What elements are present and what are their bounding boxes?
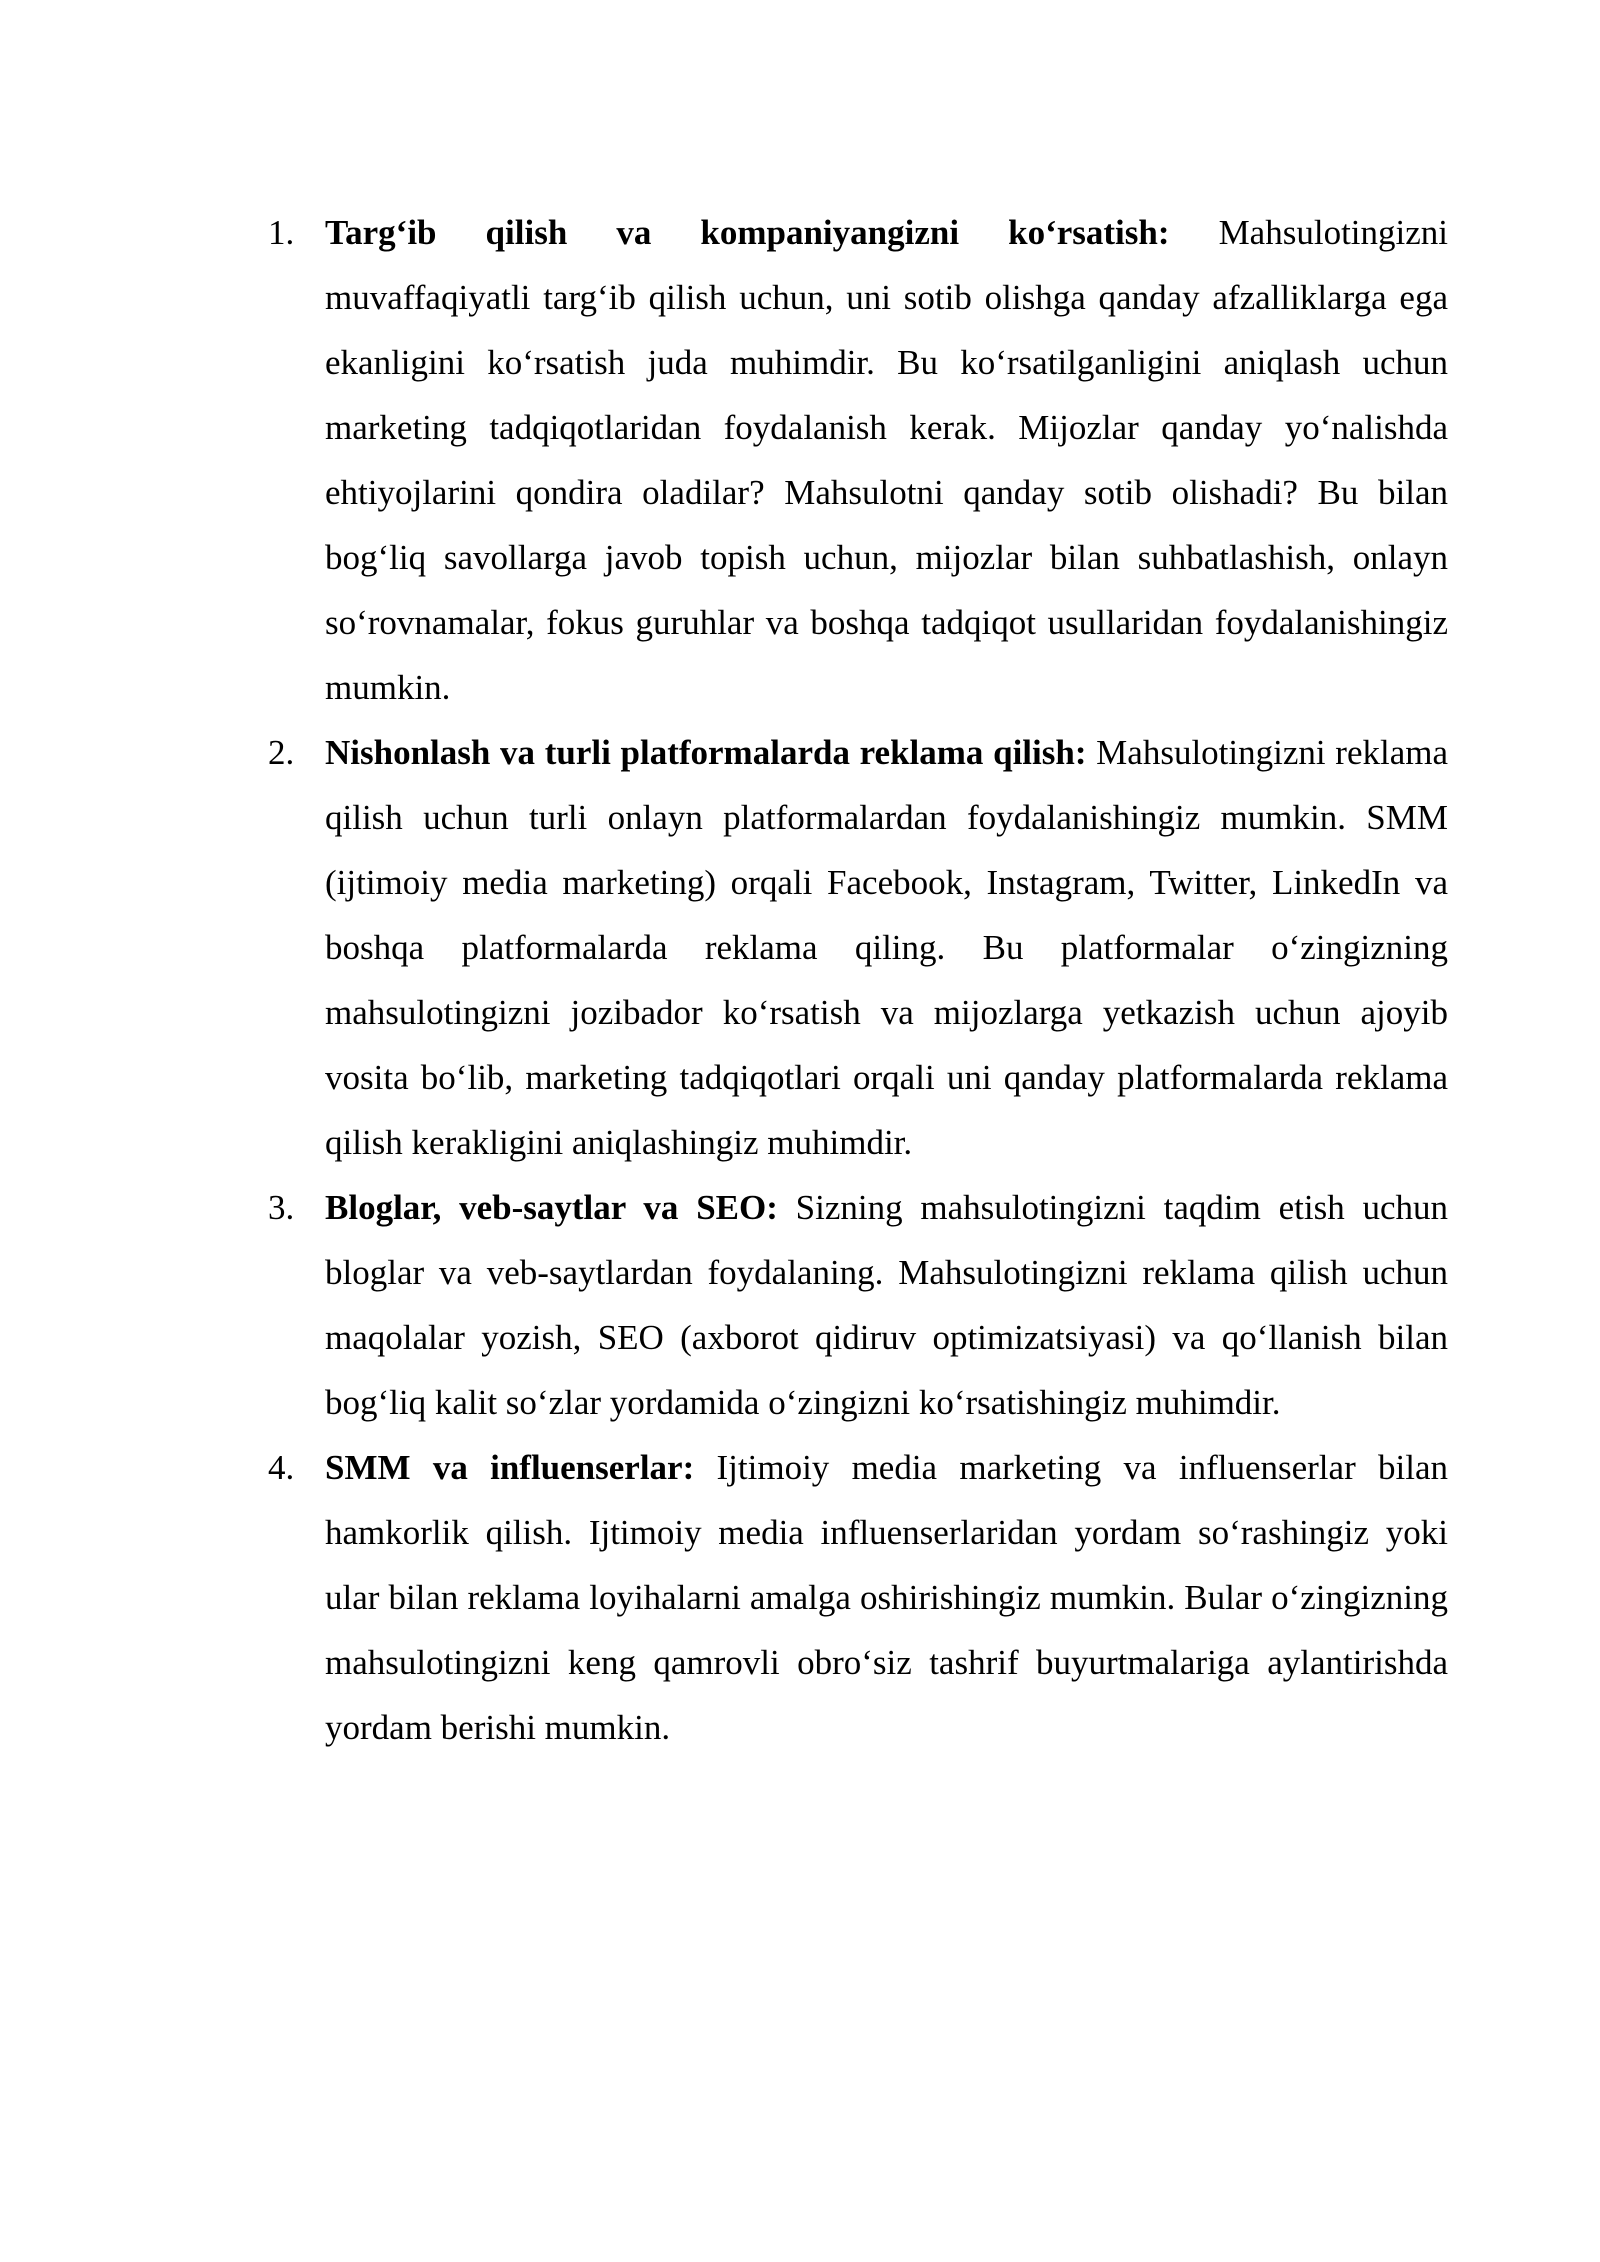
list-item — [268, 1435, 1448, 1760]
item-heading: SMM va influenserlar: — [325, 1448, 717, 1487]
item-heading: Nishonlash va turli platformalarda reklama qilish: — [325, 733, 1097, 772]
list-item — [268, 200, 1448, 720]
list-number: 2. — [268, 733, 295, 772]
item-body: Sizning mahsulotingizni taqdim etish uchun bloglar va veb-saytlardan foydalaning. Mahsulotingizni reklama qilish uchun maqolalar yozish, SEO (axborot qidiruv optimizatsiyasi) va qo‘llanish bilan bog‘liq kalit so‘zlar yordamida o‘zingizni ko‘rsatishingiz muhimdir. — [325, 1188, 1448, 1422]
list-item — [268, 720, 1448, 1175]
item-heading: Bloglar, veb-saytlar va SEO: — [325, 1188, 796, 1227]
list-number: 1. — [268, 213, 295, 252]
item-body: Mahsulotingizni reklama qilish uchun turli onlayn platformalardan foydalanishingiz mumkin. SMM (ijtimoiy media marketing) orqali Facebook, Instagram, Twitter, LinkedIn va boshqa platformalarda reklama qiling. Bu platformalar o‘zingizning mahsulotingizni jozibador ko‘rsatish va mijozlarga yetkazish uchun ajoyib vosita bo‘lib, marketing tadqiqotlari orqali uni qanday platformalarda reklama qilish kerakligini aniqlashingiz muhimdir. — [325, 733, 1448, 1162]
list-item — [268, 1175, 1448, 1435]
item-body: Ijtimoiy media marketing va influenserlar bilan hamkorlik qilish. Ijtimoiy media influenserlaridan yordam so‘rashingiz yoki ular bilan reklama loyihalarni amalga oshirishingiz mumkin. Bular o‘zingizning mahsulotingizni keng qamrovli obro‘siz tashrif buyurtmalariga aylantirishda yordam berishi mumkin. — [325, 1448, 1448, 1747]
item-body: Mahsulotingizni muvaffaqiyatli targ‘ib qilish uchun, uni sotib olishga qanday afzalliklarga ega ekanligini ko‘rsatish juda muhimdir. Bu ko‘rsatilganligini aniqlash uchun marketing tadqiqotlaridan foydalanish kerak. Mijozlar qanday yo‘nalishda ehtiyojlarini qondira oladilar? Mahsulotni qanday sotib olishadi? Bu bilan bog‘liq savollarga javob topish uchun, mijozlar bilan suhbatlashish, onlayn so‘rovnamalar, fokus guruhlar va boshqa tadqiqot usullaridan foydalanishingiz mumkin. — [325, 213, 1448, 707]
list-number: 4. — [268, 1448, 295, 1487]
list-number: 3. — [268, 1188, 295, 1227]
item-heading: Targ‘ib qilish va kompaniyangizni ko‘rsatish: — [325, 213, 1219, 252]
numbered-list — [268, 200, 1448, 1760]
